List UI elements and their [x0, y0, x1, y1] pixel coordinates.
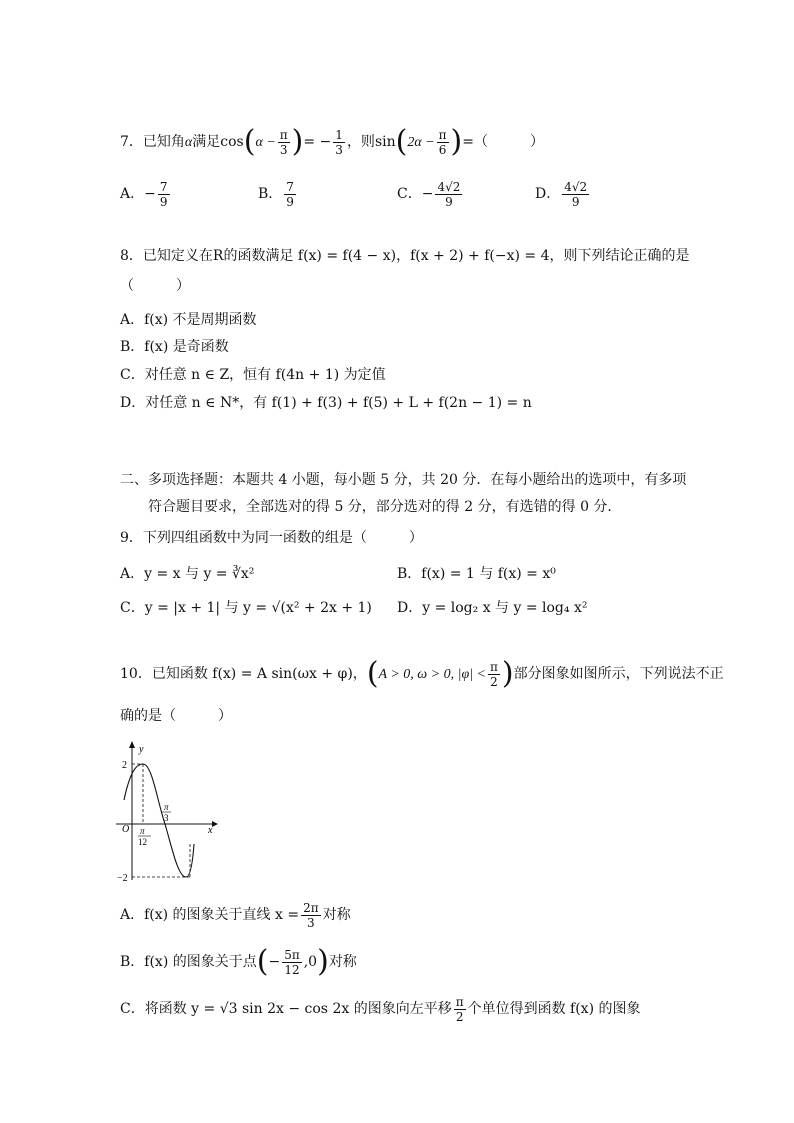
q7-frac-pi-3: $\frac{\pi}{3}$ [279, 127, 288, 157]
q8-blank: （ ） [120, 278, 190, 294]
q8-stem: 8．已知定义在R的函数满足 f(x) = f(4 − x)，f(x + 2) + f(−x) = 4，则下列结论正确的是 [120, 248, 690, 264]
max-label: 2 [122, 760, 127, 771]
q7-option-a[interactable]: A．− $\frac{7}{9}$ [120, 179, 168, 209]
y-axis-label: y [139, 744, 144, 755]
q10-graph [112, 740, 222, 885]
x-axis-label: x [208, 825, 213, 836]
tick-pi-3-num: π [164, 802, 169, 812]
sine-curve [124, 764, 194, 877]
q8-option-b[interactable]: B．f(x) 是奇函数 [120, 339, 229, 355]
q9-option-d[interactable]: D．y = log₂ x 与 y = log₄ x² [397, 600, 588, 616]
q9-option-c[interactable]: C．y = |x + 1| 与 y = √(x² + 2x + 1) [120, 600, 372, 616]
q7-option-b[interactable]: B． $\frac{7}{9}$ [258, 179, 294, 209]
section2-line2: 符合题目要求，全部选对的得 5 分，部分选对的得 2 分，有选错的得 0 分． [148, 499, 622, 515]
min-label: −2 [117, 873, 128, 884]
section2-line1: 二、多项选择题：本题共 4 小题，每小题 5 分，共 20 分．在每小题给出的选项中，有多项 [120, 472, 687, 488]
q10-option-a[interactable]: A．f(x) 的图象关于直线 x = $\frac{2\pi}{3}$ 对称 [120, 900, 351, 930]
q7-option-c[interactable]: C．− $\frac{4√2}{9}$ [397, 179, 461, 209]
tick-pi-12-den: 12 [138, 837, 147, 847]
q7-option-d[interactable]: D． $\frac{4√2}{9}$ [535, 179, 588, 209]
q7-stem: 7．已知角α满足cos(α − $\frac{\pi}{3}$ )= − $\frac{1}{3}$ ，则sin(2α − $\frac{\pi}{6}$ )=（ ） [120, 124, 544, 159]
q8-option-d[interactable]: D．对任意 n ∈ N*，有 f(1) + f(3) + f(5) + L + f(2n − 1) = n [120, 395, 532, 411]
origin-label: O [122, 824, 130, 835]
q8-option-a[interactable]: A．f(x) 不是周期函数 [120, 312, 257, 328]
tick-pi-3-den: 3 [164, 813, 169, 823]
q10-stem: 10．已知函数 f(x) = A sin(ωx + φ)，(A > 0, ω > 0, |φ| < $\frac{\pi}{2}$ )部分图象如图所示，下列说法不正 [120, 656, 724, 691]
q9-option-b[interactable]: B．f(x) = 1 与 f(x) = x⁰ [397, 566, 556, 582]
q7-frac-pi-6: $\frac{\pi}{6}$ [438, 127, 447, 157]
q7-frac-1-3: $\frac{1}{3}$ [335, 127, 343, 157]
q10-stem-cont: 确的是（ ） [120, 708, 232, 724]
tick-pi-12-num: π [140, 826, 145, 836]
q9-option-a[interactable]: A．y = x 与 y = ∛x² [120, 566, 255, 582]
q8-option-c[interactable]: C．对任意 n ∈ Z，恒有 f(4n + 1) 为定值 [120, 367, 386, 383]
q10-option-b[interactable]: B．f(x) 的图象关于点(− $\frac{5\pi}{12}$ ,0)对称 [120, 944, 357, 979]
q9-stem: 9．下列四组函数中为同一函数的组是（ ） [120, 530, 423, 546]
q10-option-c[interactable]: C．将函数 y = √3 sin 2x − cos 2x 的图象向左平移 $\frac{\pi}{2}$ 个单位得到函数 f(x) 的图象 [120, 994, 641, 1024]
